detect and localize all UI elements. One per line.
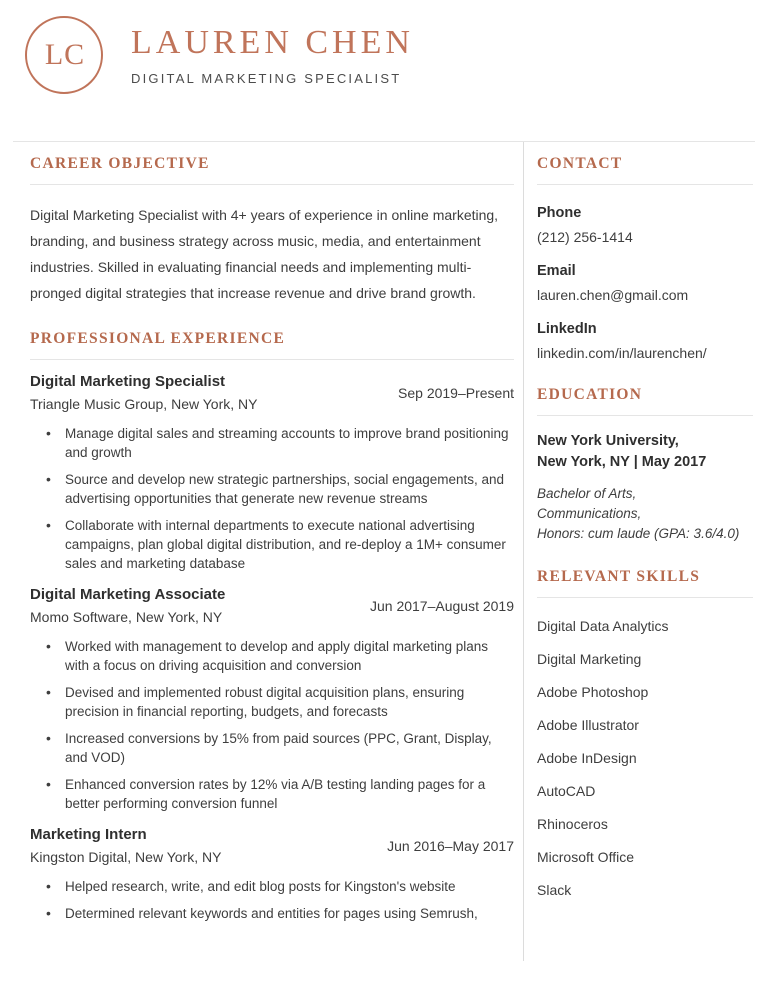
skills-heading: RELEVANT SKILLS — [537, 568, 753, 598]
skill-item: Adobe Illustrator — [537, 717, 639, 734]
section-professional-experience — [30, 330, 514, 923]
skill-item: Rhinoceros — [537, 816, 608, 833]
skill-item: Adobe InDesign — [537, 750, 637, 767]
skill-item: AutoCAD — [537, 783, 596, 800]
job-header — [30, 825, 514, 867]
career-objective-heading: CAREER OBJECTIVE — [30, 155, 514, 185]
right-column — [524, 142, 755, 961]
experience-heading: PROFESSIONAL EXPERIENCE — [30, 330, 514, 360]
job-bullet-list — [30, 877, 514, 923]
job-bullet-list — [30, 637, 514, 813]
contact-linkedin — [537, 319, 753, 364]
job-company: Triangle Music Group, New York, NY — [30, 396, 258, 413]
person-job-title: DIGITAL MARKETING SPECIALIST — [131, 70, 402, 86]
resume-body — [13, 141, 755, 961]
job-bullet: • Devised and implemented robust digital acquisition plans, ensuring precision in financial reporting, budgets, and forecasts — [30, 683, 514, 721]
resume-header — [0, 0, 768, 96]
job-dates: Jun 2017–August 2019 — [369, 598, 514, 615]
job-header — [30, 372, 514, 414]
school-location-date: New York, NY | May 2017 — [537, 454, 707, 471]
job-title-block — [30, 825, 221, 867]
section-relevant-skills — [537, 568, 753, 900]
person-name: LAUREN CHEN — [131, 24, 414, 62]
job-title-block — [30, 585, 225, 627]
phone-value: (212) 256-1414 — [537, 229, 633, 246]
section-education — [537, 386, 753, 544]
job-dates: Sep 2019–Present — [398, 385, 514, 402]
job-title: Marketing Intern — [30, 826, 147, 844]
skill-item: Slack — [537, 882, 572, 899]
left-column — [13, 142, 524, 961]
job-entry-3 — [30, 825, 514, 923]
skill-item: Microsoft Office — [537, 849, 634, 866]
degree-line: Communications, — [537, 506, 642, 522]
job-title-block — [30, 372, 257, 414]
job-header — [30, 585, 514, 627]
section-career-objective — [30, 155, 514, 306]
school-name: New York University, — [537, 433, 679, 450]
job-bullet: • Increased conversions by 15% from paid sources (PPC, Grant, Display, and VOD) — [30, 729, 514, 767]
skills-list — [537, 616, 753, 900]
degree-line: Bachelor of Arts, — [537, 486, 637, 502]
contact-label: LinkedIn — [537, 321, 597, 338]
contact-heading: CONTACT — [537, 155, 753, 185]
linkedin-value: linkedin.com/in/laurenchen/ — [537, 345, 707, 362]
contact-label: Email — [537, 263, 576, 280]
job-bullet: • Manage digital sales and streaming accounts to improve brand positioning and growth — [30, 424, 514, 462]
skill-item: Digital Marketing — [537, 651, 642, 668]
name-block — [131, 24, 414, 85]
education-degree — [537, 484, 753, 544]
job-company: Momo Software, New York, NY — [30, 609, 223, 626]
career-objective-text: Digital Marketing Specialist with 4+ years of experience in online marketing, branding, and business strategy across music, media, and entertainment industries. Skilled in evaluating financial needs and implementing multi-pronged digital strategies that increase revenue and drive brand growth. — [30, 207, 499, 302]
monogram-badge — [25, 16, 103, 94]
job-bullet: • Collaborate with internal departments to execute national advertising campaigns, plan global digital distribution, and re-deploy a 1M+ consumer sales and marketing database — [30, 516, 514, 573]
skill-item: Digital Data Analytics — [537, 618, 669, 635]
job-title: Digital Marketing Associate — [30, 586, 226, 604]
education-heading: EDUCATION — [537, 386, 753, 416]
job-entry-2 — [30, 585, 514, 813]
email-value: lauren.chen@gmail.com — [537, 287, 689, 304]
contact-label: Phone — [537, 205, 582, 222]
education-school — [537, 431, 753, 473]
job-title: Digital Marketing Specialist — [30, 373, 226, 391]
job-dates: Jun 2016–May 2017 — [387, 838, 514, 855]
job-bullet-list — [30, 424, 514, 573]
monogram-initials: LC — [44, 38, 86, 71]
job-company: Kingston Digital, New York, NY — [30, 849, 222, 866]
job-bullet: • Worked with management to develop and apply digital marketing plans with a focus on driving acquisition and conversion — [30, 637, 514, 675]
degree-line: Honors: cum laude (GPA: 3.6/4.0) — [537, 526, 740, 542]
skill-item: Adobe Photoshop — [537, 684, 649, 701]
contact-email — [537, 261, 753, 306]
job-bullet: • Helped research, write, and edit blog posts for Kingston's website — [30, 877, 514, 896]
section-contact — [537, 155, 753, 364]
contact-phone — [537, 203, 753, 248]
job-bullet: • Determined relevant keywords and entities for pages using Semrush, — [30, 904, 514, 923]
job-entry-1 — [30, 372, 514, 573]
job-bullet: • Enhanced conversion rates by 12% via A/B testing landing pages for a better performing conversion funnel — [30, 775, 514, 813]
job-bullet: • Source and develop new strategic partnerships, social engagements, and advertising opportunities that generate new revenue streams — [30, 470, 514, 508]
